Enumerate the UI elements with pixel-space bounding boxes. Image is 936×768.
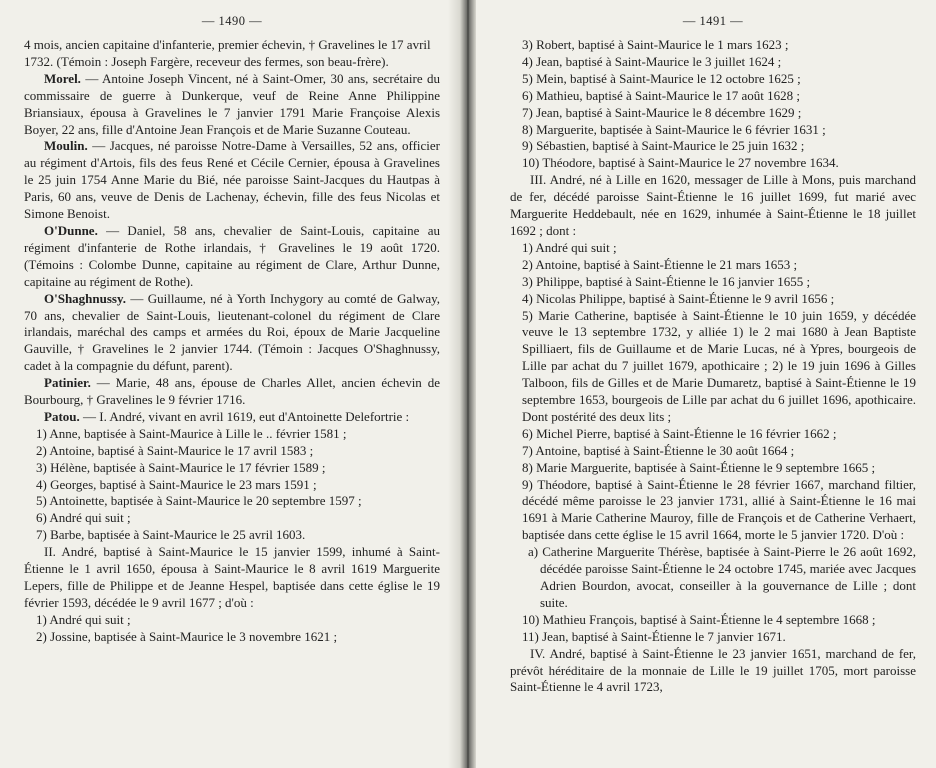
paragraph-text: 7) Antoine, baptisé à Saint-Étienne le 30 août 1664 ; (522, 442, 795, 458)
paragraph-text: 4) Jean, baptisé à Saint-Maurice le 3 juillet 1624 ; (522, 53, 782, 69)
paragraph-text: II. André, baptisé à Saint-Maurice le 15 janvier 1599, inhumé à Saint-Étienne le 1 avril 1650, épousa à Saint-Maurice le 8 avril 1619 Marguerite Lepers, fille de Philippe et de Jeanne Hespel, baptisée dans cette église le 19 février 1593, décédée le 9 avril 1677 ; d'où : (24, 544, 440, 610)
list-item (522, 257, 916, 274)
paragraph-text: 1) Anne, baptisée à Saint-Maurice à Lille le .. février 1581 ; (36, 425, 347, 441)
list-item (36, 493, 440, 510)
list-item (522, 612, 916, 629)
paragraph-text: 5) Marie Catherine, baptisée à Saint-Étienne le 10 juin 1659, y décédée veuve le 13 septembre 1732, y alliée 1) le 2 mai 1680 à Jean Baptiste Spilliaert, fils de Guillaume et de Marie Lucas, né à Ypres, bourgeois de Lille par achat du 7 juillet 1679, apothicaire ; 2) le 19 juin 1696 à Gilles Talboon, fils de Gilles et de Marie Dumaretz, baptisé à Saint-Étienne le 19 septembre 1653, bourgeois de Lille par achat du 6 juillet 1696, apothicaire. Dont postérité des deux lits ; (522, 307, 916, 424)
paragraph-text: 8) Marguerite, baptisée à Saint-Maurice le 6 février 1631 ; (522, 121, 826, 137)
paragraph-text: — Marie, 48 ans, épouse de Charles Allet, ancien échevin de Bourbourg, † Gravelines le 9 février 1716. (24, 375, 440, 408)
list-item (522, 291, 916, 308)
paragraph-text: — Jacques, né paroisse Notre-Dame à Versailles, 52 ans, officier au régiment d'Artois, fils des feus René et Cécile Cernier, épousa à Gravelines le 25 juin 1754 Anne Marie du Bié, née paroisse Saint-Jacques du Hautpas à Paris, 60 ans, veuve de Denis de Lachenay, échevin, fille des feus Nicolas et Simone Benoist. (24, 138, 440, 222)
page-number: — 1490 — (201, 14, 263, 28)
list-item (522, 240, 916, 257)
paragraph-text: 5) Mein, baptisé à Saint-Maurice le 12 octobre 1625 ; (522, 70, 801, 86)
paragraph-text: 9) Sébastien, baptisé à Saint-Maurice le 25 juin 1632 ; (522, 138, 805, 154)
list-item (522, 460, 916, 477)
paragraph-text: 6) Michel Pierre, baptisé à Saint-Étienne le 16 février 1662 ; (522, 425, 837, 441)
paragraph-text: 11) Jean, baptisé à Saint-Étienne le 7 janvier 1671. (522, 628, 786, 644)
paragraph (510, 646, 916, 697)
paragraph-text: 1) André qui suit ; (522, 239, 617, 255)
paragraph-text: 8) Marie Marguerite, baptisée à Saint-Étienne le 9 septembre 1665 ; (522, 459, 876, 475)
family-name: Patou. (44, 408, 80, 424)
list-item (522, 629, 916, 646)
paragraph-text: — Guillaume, né à Yorth Inchygory au comté de Galway, 70 ans, chevalier de Saint-Louis, lieutenant-colonel du régiment de Clare irlandais, maréchal des camps et armées du Roi, époux de Marie Jacqueline Gauville, † Gravelines le 2 janvier 1744. (Témoin : Jacques O'Shaghnussy, cadet à la compagnie du défunt, parent). (24, 290, 440, 374)
list-item (522, 308, 916, 426)
list-item (522, 477, 916, 545)
page-body (510, 37, 916, 696)
paragraph-text: 3) Hélène, baptisée à Saint-Maurice le 17 février 1589 ; (36, 459, 326, 475)
genealogy-entry (24, 409, 440, 426)
list-item (522, 274, 916, 291)
paragraph-text: a) Catherine Marguerite Thérèse, baptisée à Saint-Pierre le 26 août 1692, décédée paroisse Saint-Étienne le 24 octobre 1745, mariée avec Jacques Adrien Bourdon, avocat, conseiller à la gouvernance de Lille ; dont suite. (528, 544, 916, 610)
paragraph-text: — Antoine Joseph Vincent, né à Saint-Omer, 30 ans, secrétaire du commissaire de guerre à Dunkerque, veuf de Reine Anne Philippine Briansiaux, épousa à Gravelines le 7 janvier 1791 Marie Françoise Alexis Boyer, 22 ans, fille d'Antoine Jean François et de Marie Suzanne Couteau. (24, 70, 440, 137)
paragraph (510, 172, 916, 240)
list-item (36, 443, 440, 460)
list-item (36, 460, 440, 477)
genealogy-entry (24, 291, 440, 376)
list-item (522, 155, 916, 172)
paragraph (24, 544, 440, 612)
genealogy-entry (24, 375, 440, 409)
family-name: Morel. (44, 70, 81, 86)
paragraph-text: 10) Mathieu François, baptisé à Saint-Étienne le 4 septembre 1668 ; (522, 611, 876, 627)
paragraph-text: 1) André qui suit ; (36, 611, 131, 627)
paragraph-text: 9) Théodore, baptisé à Saint-Étienne le 28 février 1667, marchand filtier, décédé même paroisse le 23 janvier 1731, allié à Saint-Étienne le 16 mai 1691 à Marie Catherine Mauroy, fille de François et de Catherine Verhaert, baptisée dans cette église le 15 avril 1664, morte le 5 janvier 1720. D'où : (522, 476, 916, 543)
right-page (476, 0, 936, 768)
family-name: O'Shaghnussy. (44, 290, 127, 306)
list-item (36, 426, 440, 443)
left-page (0, 0, 460, 768)
page-number: — 1491 — (682, 14, 744, 28)
paragraph-text: 3) Robert, baptisé à Saint-Maurice le 1 mars 1623 ; (522, 37, 789, 52)
paragraph-text: 6) André qui suit ; (36, 510, 131, 526)
list-item (522, 37, 916, 54)
paragraph-text: 2) Antoine, baptisé à Saint-Étienne le 21 mars 1653 ; (522, 256, 798, 272)
list-item (522, 138, 916, 155)
list-item (522, 71, 916, 88)
list-item (36, 477, 440, 494)
list-item (522, 122, 916, 139)
paragraph (24, 37, 440, 71)
genealogy-entry (24, 71, 440, 139)
list-item (528, 544, 916, 612)
list-item (522, 105, 916, 122)
genealogy-entry (24, 223, 440, 291)
family-name: Patinier. (44, 375, 91, 391)
list-item (522, 443, 916, 460)
paragraph-text: 10) Théodore, baptisé à Saint-Maurice le 27 novembre 1634. (522, 155, 839, 171)
list-item (36, 629, 440, 646)
genealogy-entry (24, 138, 440, 223)
list-item (522, 54, 916, 71)
paragraph-text: 3) Philippe, baptisé à Saint-Étienne le 16 janvier 1655 ; (522, 273, 811, 289)
paragraph-text: 7) Barbe, baptisée à Saint-Maurice le 25 avril 1603. (36, 527, 306, 543)
paragraph-text: III. André, né à Lille en 1620, messager de Lille à Mons, puis marchand de fer, décédé paroisse Saint-Étienne le 16 juillet 1699, fut marié avec Marguerite Heddebault, née en 1629, inhumée à Saint-Étienne le 18 juillet 1692 ; dont : (510, 172, 916, 238)
list-item (36, 527, 440, 544)
paragraph-text: 4) Nicolas Philippe, baptisé à Saint-Étienne le 9 avril 1656 ; (522, 290, 835, 306)
paragraph-text: 2) Antoine, baptisé à Saint-Maurice le 17 avril 1583 ; (36, 442, 314, 458)
list-item (522, 88, 916, 105)
family-name: O'Dunne. (44, 222, 98, 238)
list-item (522, 426, 916, 443)
family-name: Moulin. (44, 138, 88, 154)
list-item (36, 510, 440, 527)
paragraph-text: IV. André, baptisé à Saint-Étienne le 23 janvier 1651, marchand de fer, prévôt héréditaire de la monnaie de Lille le 19 juillet 1705, mort paroisse Saint-Étienne le 4 avril 1723, (510, 645, 916, 695)
paragraph-text: 5) Antoinette, baptisée à Saint-Maurice le 20 septembre 1597 ; (36, 493, 362, 509)
list-item (36, 612, 440, 629)
paragraph-text: 7) Jean, baptisé à Saint-Maurice le 8 décembre 1629 ; (522, 104, 802, 120)
paragraph-text: 4) Georges, baptisé à Saint-Maurice le 23 mars 1591 ; (36, 476, 317, 492)
paragraph-text: — I. André, vivant en avril 1619, eut d'Antoinette Delefortrie : (79, 408, 410, 424)
page-body (24, 37, 440, 646)
paragraph-text: 2) Jossine, baptisée à Saint-Maurice le 3 novembre 1621 ; (36, 628, 338, 644)
paragraph-text: 4 mois, ancien capitaine d'infanterie, premier échevin, † Gravelines le 17 avril 1732. (Témoin : Joseph Fargère, receveur des fermes, son beau-frère). (24, 37, 431, 69)
paragraph-text: 6) Mathieu, baptisé à Saint-Maurice le 17 août 1628 ; (522, 87, 800, 103)
paragraph-text: — Daniel, 58 ans, chevalier de Saint-Louis, capitaine au régiment d'infanterie de Rothe irlandais, † Gravelines le 19 août 1720. (Témoins : Colombe Dunne, capitaine au régiment de Clare, Arthur Dunne, capitaine au régiment de Rothe). (24, 222, 440, 289)
